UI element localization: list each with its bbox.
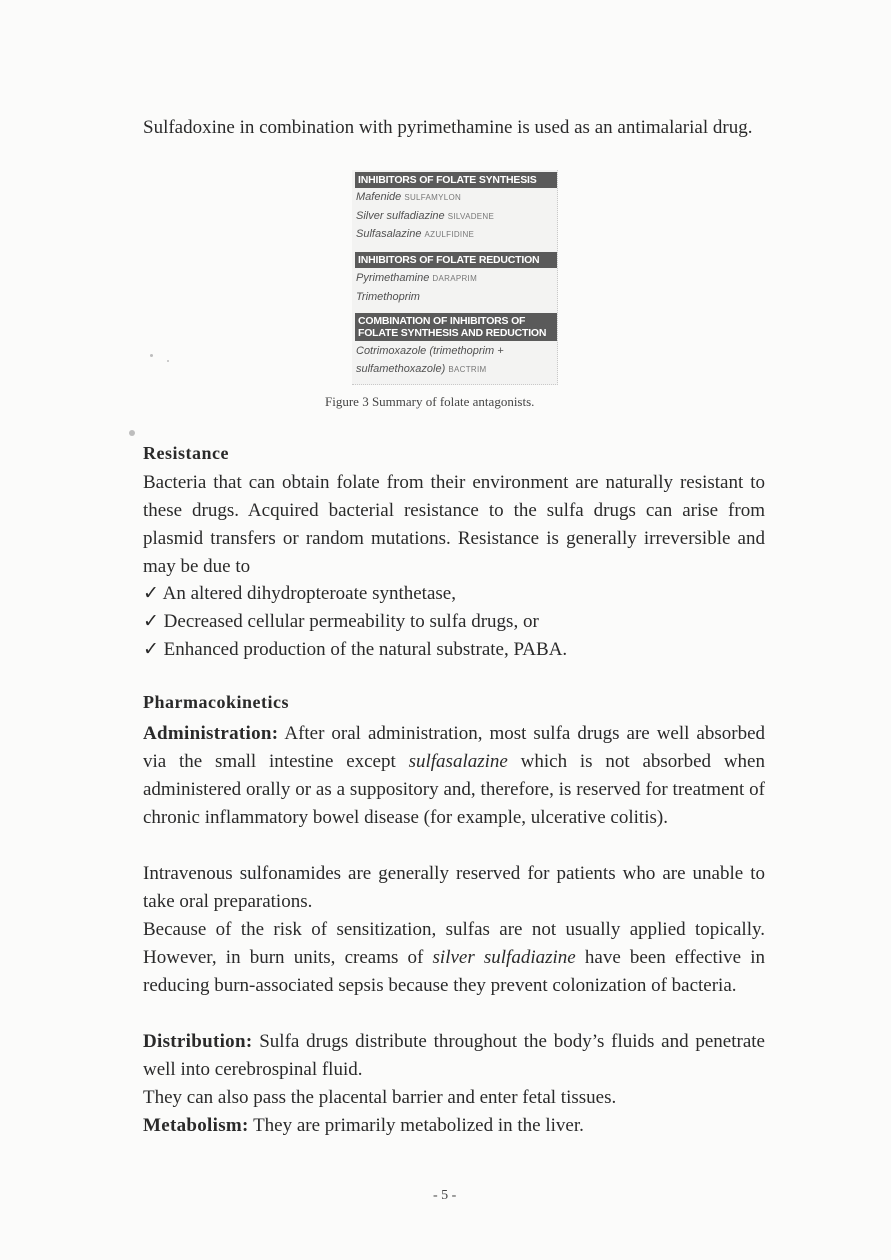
metabolism-label: Metabolism: [143, 1115, 249, 1136]
figure-caption: Figure 3 Summary of folate antagonists. [325, 394, 535, 409]
topical-text: have been effective in reducing burn-associated sepsis because they prevent colonization of bacteria. [143, 947, 765, 996]
figure-item [356, 291, 420, 303]
resistance-paragraph: Bacteria that can obtain folate from their environment are naturally resistant to these drugs. Acquired bacterial resistance to the sulfa drugs can arise from plasmid transfers or random mutations. Resistance is generally irreversible and may be due to [143, 472, 765, 577]
figure-section-title-line: COMBINATION OF INHIBITORS OF [358, 315, 526, 327]
brand-name: SILVADENE [447, 212, 495, 221]
metabolism-paragraph [143, 1112, 765, 1140]
brand-name: DARAPRIM [432, 274, 478, 283]
page-number: - 5 - [433, 1188, 457, 1203]
administration-label: Administration: [143, 723, 279, 744]
drug-name: Trimethoprim [356, 291, 420, 303]
resistance-bullet: ✓ Decreased cellular permeability to sulfa drugs, or [143, 611, 539, 632]
distribution-text: Sulfa drugs distribute throughout the body’s fluids and penetrate well into cerebrospinal fluid. [143, 1031, 765, 1080]
resistance-heading: Resistance [143, 443, 229, 463]
drug-name: Pyrimethamine [356, 272, 430, 284]
figure-item [356, 228, 474, 240]
scan-speck [167, 360, 169, 362]
folate-antagonists-figure [352, 170, 558, 385]
administration-paragraph [143, 720, 765, 832]
figure-section-title-line: FOLATE SYNTHESIS AND REDUCTION [358, 327, 547, 339]
figure-item [356, 363, 486, 375]
figure-item [356, 210, 494, 222]
scan-speck [150, 354, 153, 357]
scan-speck [129, 430, 135, 436]
pharmacokinetics-heading: Pharmacokinetics [143, 692, 289, 712]
figure-section-title-synthesis: INHIBITORS OF FOLATE SYNTHESIS [355, 172, 557, 188]
topical-paragraph [143, 916, 765, 1000]
figure-section-title-reduction: INHIBITORS OF FOLATE REDUCTION [355, 252, 557, 268]
brand-name: BACTRIM [448, 365, 487, 374]
drug-name: Silver sulfadiazine [356, 210, 445, 222]
figure-section-title-combination [355, 313, 557, 341]
figure-item: Cotrimoxazole (trimethoprim + [356, 345, 504, 357]
figure-item [356, 272, 477, 284]
distribution-label: Distribution: [143, 1031, 253, 1052]
distribution-paragraph [143, 1028, 765, 1084]
drug-name: Sulfasalazine [356, 228, 422, 240]
drug-name: sulfamethoxazole) [356, 363, 446, 375]
resistance-bullet: ✓ Enhanced production of the natural substrate, PABA. [143, 639, 568, 660]
intro-paragraph: Sulfadoxine in combination with pyrimethamine is used as an antimalarial drug. [143, 117, 753, 138]
drug-name: sulfasalazine [408, 751, 508, 772]
metabolism-text: They are primarily metabolized in the liver. [248, 1115, 584, 1136]
brand-name: AZULFIDINE [424, 230, 475, 239]
resistance-bullet: ✓ An altered dihydropteroate synthetase, [143, 583, 456, 604]
administration-text: which is not absorbed when administered orally or as a suppository and, therefore, is reserved for treatment of chronic inflammatory bowel disease (for example, ulcerative colitis). [143, 751, 765, 828]
figure-item [356, 191, 461, 203]
drug-name: silver sulfadiazine [432, 947, 576, 968]
placental-paragraph: They can also pass the placental barrier and enter fetal tissues. [143, 1087, 617, 1108]
intravenous-paragraph: Intravenous sulfonamides are generally reserved for patients who are unable to take oral preparations. [143, 863, 765, 912]
brand-name: SULFAMYLON [404, 193, 462, 202]
administration-text: After oral administration, most sulfa drugs are well absorbed via the small intestine except [143, 723, 765, 772]
topical-text: Because of the risk of sensitization, sulfas are not usually applied topically. However, in burn units, creams of [143, 919, 765, 968]
drug-name: Mafenide [356, 191, 402, 203]
